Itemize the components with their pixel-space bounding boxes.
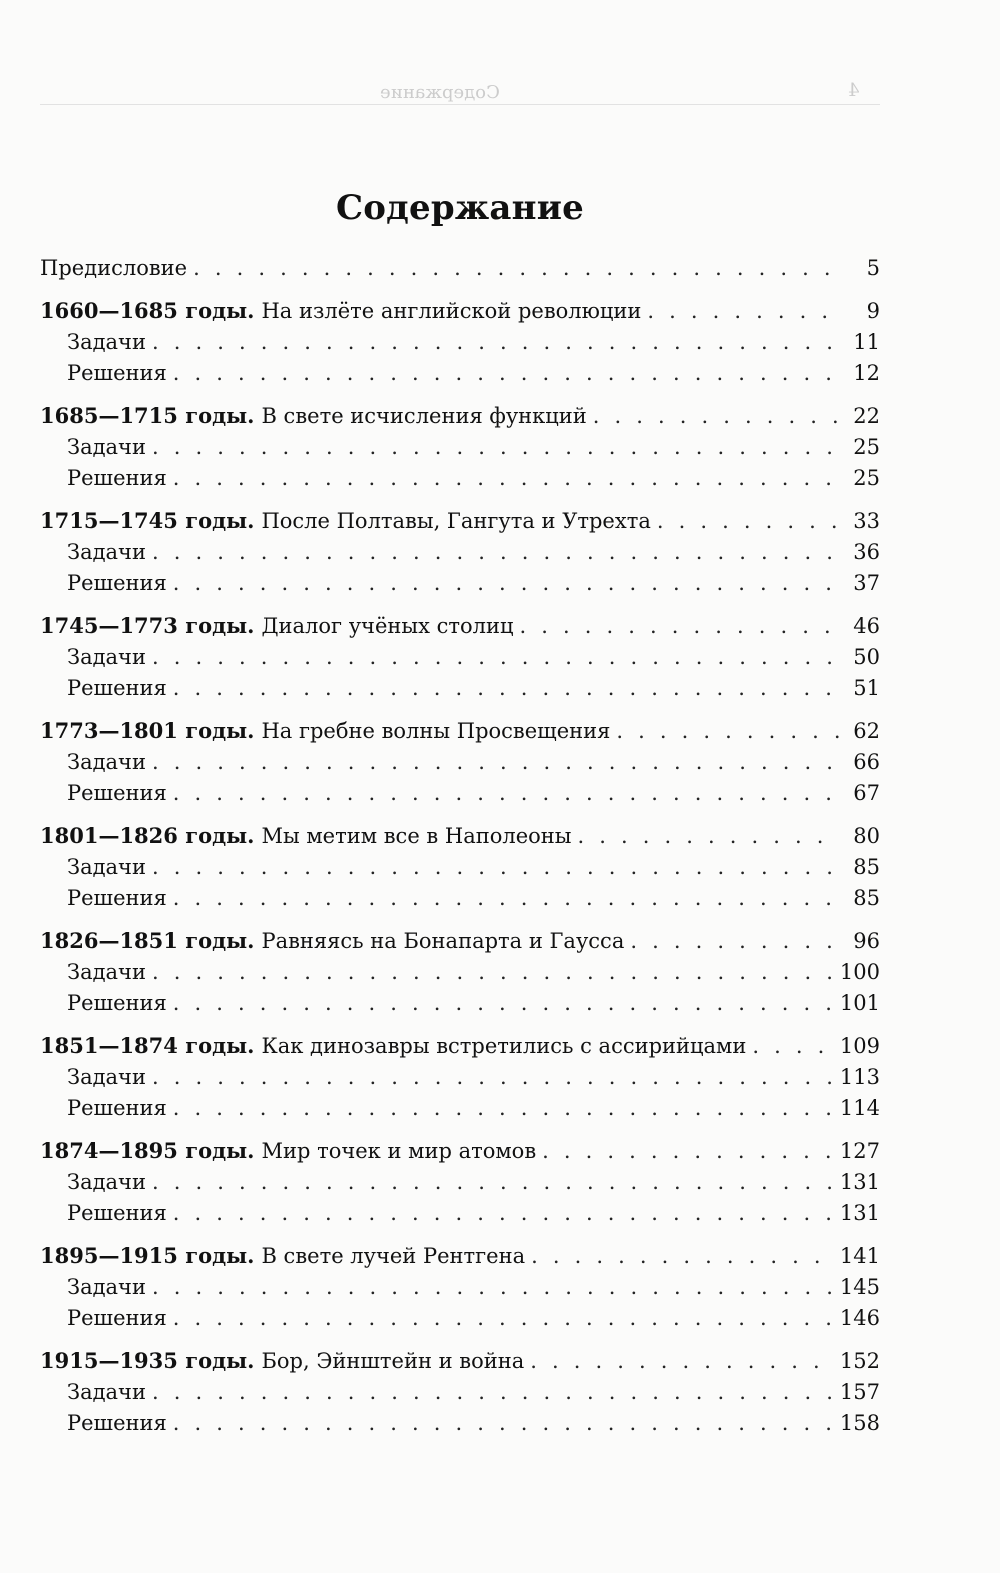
dot-leader [173,1303,834,1335]
dot-leader [193,253,840,285]
dot-leader [152,852,840,884]
table-of-contents [40,253,880,1440]
dot-leader [152,1062,834,1094]
toc-entry-title: Решения [67,1096,167,1120]
toc-entry-page-number: 37 [853,571,880,595]
toc-subentry[interactable] [40,747,880,779]
toc-entry-page-number: 25 [853,434,880,459]
toc-entry-title: Задачи [67,959,146,984]
toc-entry-title: Решения [67,571,167,595]
toc-entry-years: 1851—1874 годы. [40,1033,255,1058]
toc-subentry[interactable] [40,432,880,464]
toc-entry-page-number: 109 [839,1034,880,1058]
toc-subentry[interactable] [40,537,880,569]
toc-entry-title: Решения [67,991,167,1015]
toc-subentry[interactable] [40,778,880,810]
toc-entry-title: Решения [67,1411,167,1435]
toc-entry-title: Решения [67,1201,167,1225]
toc-entry-title: Мы метим все в Наполеоны [261,824,572,848]
dot-leader [152,1377,834,1409]
toc-entry-page-number: 67 [853,781,880,805]
toc-entry-years: 1715—1745 годы. [40,508,255,533]
toc-subentry[interactable] [40,852,880,884]
dot-leader [173,883,840,915]
toc-entry-page-number: 11 [853,329,880,354]
dot-leader [152,1167,834,1199]
dot-leader [752,1031,834,1063]
toc-subentry[interactable] [40,1303,880,1335]
toc-entry-years: 1773—1801 годы. [40,718,255,743]
toc-entry-page-number: 36 [853,539,880,564]
toc-entry-page-number: 50 [853,644,880,669]
toc-entry-years: 1745—1773 годы. [40,613,255,638]
toc-entry-page-number: 85 [853,854,880,879]
toc-entry[interactable] [40,295,880,327]
toc-entry-page-number: 113 [839,1064,880,1089]
dot-leader [616,716,840,748]
toc-entry[interactable] [40,253,880,285]
dot-leader [657,506,840,538]
toc-entry-title: Равняясь на Бонапарта и Гаусса [261,929,625,953]
toc-entry-page-number: 101 [839,991,880,1015]
toc-entry[interactable] [40,1135,880,1167]
toc-entry-title: Решения [67,1306,167,1330]
dot-leader [173,1408,834,1440]
toc-entry[interactable] [40,715,880,747]
toc-entry-title: Диалог учёных столиц [261,614,514,638]
dot-leader [152,537,840,569]
toc-subentry[interactable] [40,1377,880,1409]
toc-entry-years: 1895—1915 годы. [40,1243,255,1268]
toc-entry-page-number: 51 [853,676,880,700]
toc-entry-page-number: 9 [866,299,880,323]
toc-entry-title: Задачи [67,1274,146,1299]
dot-leader [152,327,840,359]
toc-entry-title: Задачи [67,1379,146,1404]
dot-leader [152,1272,834,1304]
toc-entry-page-number: 85 [853,886,880,910]
toc-entry-page-number: 100 [839,959,880,984]
toc-entry-years: 1685—1715 годы. [40,403,255,428]
dot-leader [630,926,840,958]
toc-entry-title: Задачи [67,434,146,459]
toc-subentry[interactable] [40,1093,880,1125]
toc-entry[interactable] [40,505,880,537]
dot-leader [152,957,834,989]
toc-entry-title: Бор, Эйнштейн и война [261,1349,525,1373]
toc-entry[interactable] [40,1030,880,1062]
dot-leader [173,358,840,390]
toc-entry-page-number: 152 [839,1349,880,1373]
toc-entry-title: После Полтавы, Гангута и Утрехта [261,509,651,533]
toc-subentry[interactable] [40,1272,880,1304]
toc-entry-title: Мир точек и мир атомов [261,1139,537,1163]
toc-entry-page-number: 33 [853,509,880,533]
toc-entry-page-number: 80 [853,824,880,848]
toc-entry-page-number: 46 [853,614,880,638]
page-title: Содержание [336,188,584,228]
toc-entry-page-number: 158 [839,1411,880,1435]
toc-entry-title: Задачи [67,644,146,669]
toc-subentry[interactable] [40,463,880,495]
dot-leader [173,463,840,495]
toc-subentry[interactable] [40,883,880,915]
toc-entry-page-number: 5 [866,256,880,280]
toc-subentry[interactable] [40,358,880,390]
toc-entry-title: Задачи [67,539,146,564]
toc-entry[interactable] [40,1240,880,1272]
toc-entry-page-number: 66 [853,749,880,774]
toc-entry-years: 1801—1826 годы. [40,823,255,848]
toc-subentry[interactable] [40,957,880,989]
toc-entry-title: На излёте английской революции [261,299,642,323]
toc-entry-page-number: 127 [839,1139,880,1163]
toc-entry-page-number: 131 [839,1169,880,1194]
dot-leader [152,432,840,464]
toc-entry-title: Задачи [67,329,146,354]
dot-leader [647,296,840,328]
toc-entry-title: Задачи [67,1169,146,1194]
dot-leader [173,568,840,600]
dot-leader [173,1198,834,1230]
dot-leader [530,1346,834,1378]
toc-entry-years: 1915—1935 годы. [40,1348,255,1373]
toc-entry[interactable] [40,925,880,957]
toc-entry-title: Решения [67,466,167,490]
toc-entry-page-number: 96 [853,929,880,953]
toc-entry-page-number: 145 [839,1274,880,1299]
dot-leader [173,988,834,1020]
dot-leader [519,611,840,643]
toc-entry-title: В свете исчисления функций [261,404,587,428]
dot-leader [173,1093,834,1125]
show-through-rule [40,104,880,105]
toc-entry-title: На гребне волны Просвещения [261,719,611,743]
toc-entry-title: Решения [67,781,167,805]
toc-entry-title: Решения [67,886,167,910]
toc-entry-page-number: 12 [853,361,880,385]
toc-subentry[interactable] [40,1198,880,1230]
toc-entry-years: 1826—1851 годы. [40,928,255,953]
dot-leader [173,778,840,810]
dot-leader [531,1241,834,1273]
toc-subentry[interactable] [40,642,880,674]
dot-leader [152,642,840,674]
toc-entry-title: В свете лучей Рентгена [261,1244,526,1268]
dot-leader [173,673,840,705]
toc-subentry[interactable] [40,1167,880,1199]
toc-entry-page-number: 25 [853,466,880,490]
toc-entry-title: Задачи [67,749,146,774]
toc-entry[interactable] [40,1345,880,1377]
toc-entry-title: Задачи [67,854,146,879]
toc-entry-page-number: 146 [839,1306,880,1330]
toc-entry[interactable] [40,820,880,852]
toc-subentry[interactable] [40,568,880,600]
toc-entry-page-number: 114 [839,1096,880,1120]
toc-subentry[interactable] [40,988,880,1020]
toc-entry-title: Решения [67,361,167,385]
toc-entry-page-number: 157 [839,1379,880,1404]
toc-entry-page-number: 22 [853,404,880,428]
toc-entry-title: Задачи [67,1064,146,1089]
toc-entry-page-number: 62 [853,719,880,743]
show-through-page-number: 4 [848,80,860,101]
dot-leader [578,821,840,853]
toc-entry-years: 1874—1895 годы. [40,1138,255,1163]
toc-subentry[interactable] [40,1062,880,1094]
dot-leader [152,747,840,779]
toc-entry-title: Решения [67,676,167,700]
toc-entry-page-number: 131 [839,1201,880,1225]
toc-entry-title: Как динозавры встретились с ассирийцами [261,1034,747,1058]
toc-entry[interactable] [40,610,880,642]
show-through-header: Содержание [380,82,500,103]
toc-subentry[interactable] [40,1408,880,1440]
toc-entry-page-number: 141 [839,1244,880,1268]
toc-entry-title: Предисловие [40,256,188,280]
toc-subentry[interactable] [40,327,880,359]
toc-entry-years: 1660—1685 годы. [40,298,255,323]
toc-entry[interactable] [40,400,880,432]
dot-leader [593,401,840,433]
dot-leader [542,1136,834,1168]
toc-subentry[interactable] [40,673,880,705]
